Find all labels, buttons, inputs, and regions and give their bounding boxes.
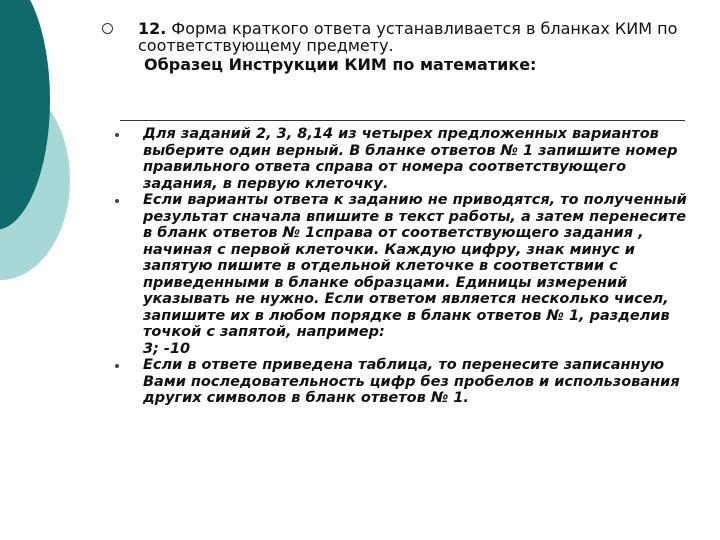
bullet-icon (115, 133, 119, 137)
bullet-icon (115, 364, 119, 368)
header-body: Форма краткого ответа устанавливается в бланках КИМ по соответствующему предмету. (138, 19, 678, 55)
circle-bullet-icon (102, 23, 113, 34)
list-item-text: Если в ответе приведена таблица, то перенесите записанную Вами последовательность цифр без пробелов и использования других символов в бланк ответов № 1. (143, 357, 680, 406)
list-item (112, 357, 697, 407)
list-item-text: Если варианты ответа к заданию не приводятся, то полученный результат сначала впишите в текст работы, а затем перенесите в бланк ответов № 1справа от соответствующего задания , начиная с первой клеточки. Каждую цифру, знак минус и запятую пишите в отдельной клеточке в соответствии с приведенными в бланке образцами. Единицы измерений указывать не нужно. Если ответом является несколько чисел, запишите их в любом порядке в бланк ответов № 1, разделив точкой с запятой, например: (143, 192, 687, 340)
header-text (138, 20, 690, 54)
list-item (112, 192, 697, 357)
divider-line (120, 120, 685, 121)
instruction-title: Образец Инструкции КИМ по математике: (144, 55, 537, 74)
instruction-list (112, 126, 697, 407)
list-item (112, 126, 697, 192)
item-number: 12. (138, 19, 167, 38)
example-answer: 3; -10 (143, 340, 191, 357)
header-paragraph (110, 20, 690, 73)
bullet-icon (115, 199, 119, 203)
list-item-text: Для заданий 2, 3, 8,14 из четырех предложенных вариантов выберите один верный. В бланке ответов № 1 запишите номер правильного ответа справа от номера соответствующего задания, в первую клеточку. (143, 126, 678, 192)
